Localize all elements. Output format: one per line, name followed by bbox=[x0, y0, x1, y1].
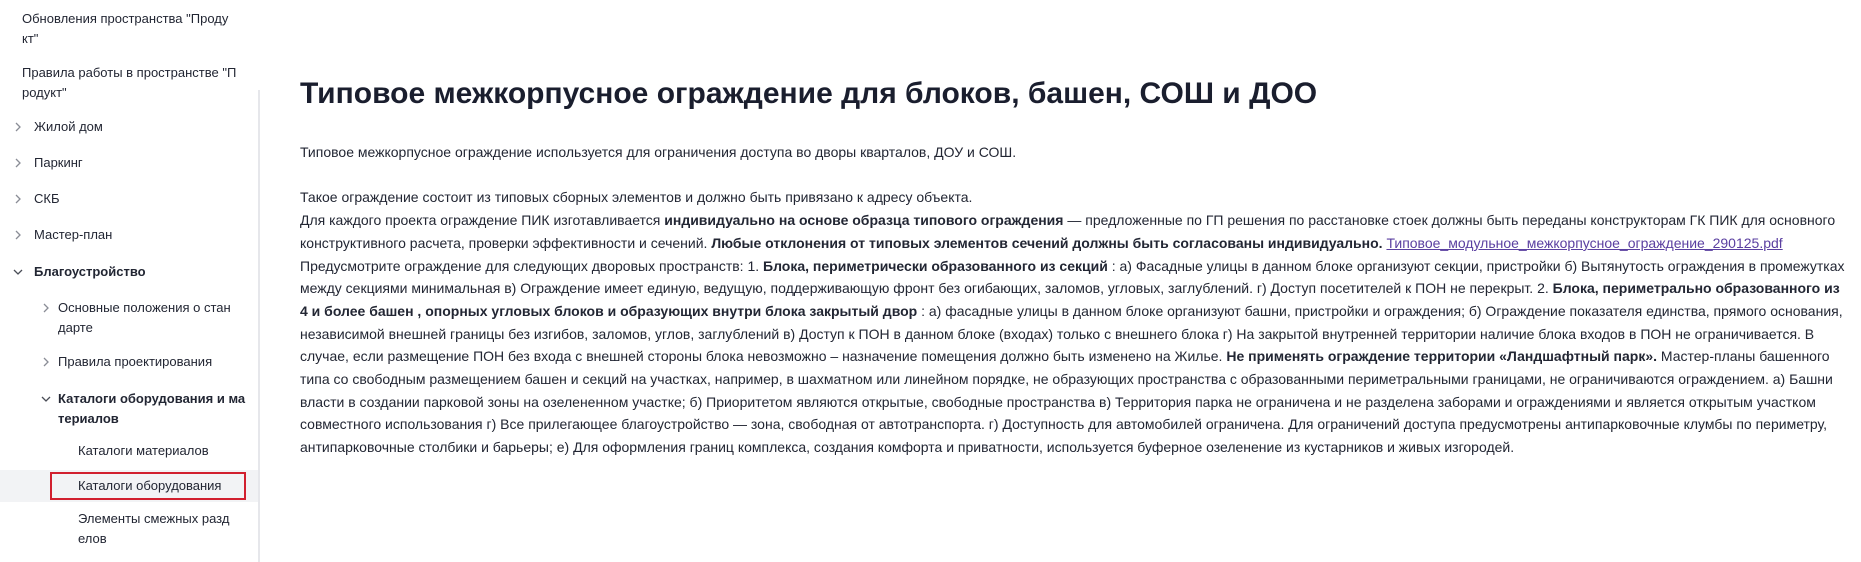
sidebar-item-label bbox=[58, 389, 245, 429]
sidebar-item-landscaping[interactable] bbox=[12, 262, 252, 282]
sidebar-nav bbox=[0, 0, 258, 562]
sidebar-item-adjacent-sections[interactable] bbox=[78, 509, 252, 549]
text-run: : а) фасадные улицы в данном блоке организуют башни, пристройки и ограждения; б) Ограждение показателя единства, прямого основания, независимой внешней границы без изгибов, заломов, углов, заглублений в) Доступ к ПОН в данном блоке (входах) только с внешнего блока г) На закрытой внутренней территории наличие блока входов в ПОН не ограничивается. В случае, если размещение ПОН без входа с внешней стороны блока невозможно – назначение помещения должно быть изменено на Жилье. bbox=[300, 302, 1843, 365]
sidebar-scrollbar[interactable] bbox=[258, 90, 260, 562]
sidebar-item-label: Обновления пространства "Проду bbox=[22, 11, 229, 26]
bold-text: индивидуально на основе образца типового ограждения bbox=[664, 212, 1064, 229]
active-item-outline bbox=[50, 472, 246, 500]
bold-text: Блока, периметрически образованного из секций bbox=[763, 257, 1108, 274]
chevron-right-icon[interactable] bbox=[12, 157, 24, 169]
bold-text: Не применять ограждение территории «Ландшафтный парк». bbox=[1226, 348, 1658, 365]
sidebar-item-label bbox=[58, 298, 231, 338]
sidebar-item-parking[interactable] bbox=[12, 153, 252, 173]
chevron-down-icon[interactable] bbox=[12, 266, 24, 278]
sidebar-item-label: Правила работы в пространстве "П bbox=[22, 65, 237, 80]
text-run: Для каждого проекта ограждение ПИК изготавливается bbox=[300, 212, 665, 229]
sidebar-item-label: Благоустройство bbox=[34, 264, 146, 279]
sidebar-item-label-cont: елов bbox=[78, 531, 107, 546]
text-run: — предложенные по ГП решения по расстановке стоек должны быть переданы конструкторам ГК ПИК для основного конструктивного расчета, проверки эффективности и сечений. bbox=[300, 212, 1836, 251]
sidebar-item-skb[interactable] bbox=[12, 189, 252, 209]
pdf-link[interactable]: Типовое_модульное_межкорпусное_ограждение_290125.pdf bbox=[1386, 234, 1783, 251]
manufacturing-paragraph bbox=[300, 209, 1850, 254]
sidebar-item-equipment-materials-catalogs[interactable] bbox=[40, 389, 252, 429]
sidebar-item-label-cont: родукт" bbox=[22, 85, 67, 100]
chevron-right-icon[interactable] bbox=[12, 193, 24, 205]
chevron-right-icon[interactable] bbox=[40, 302, 52, 314]
sidebar-item-label-cont: кт" bbox=[22, 31, 39, 46]
sidebar-item-label: СКБ bbox=[34, 191, 60, 206]
chevron-right-icon[interactable] bbox=[40, 356, 52, 368]
sidebar-item-label-cont: териалов bbox=[58, 411, 119, 426]
sidebar-item-space-updates[interactable] bbox=[22, 9, 228, 49]
sidebar-item-label: Каталоги оборудования bbox=[78, 478, 222, 493]
sidebar-item-label: Паркинг bbox=[34, 155, 83, 170]
sidebar-item-label-line: Каталоги оборудования и ма bbox=[58, 391, 246, 406]
intro-paragraph: Типовое межкорпусное ограждение используется для ограничения доступа во дворы кварталов, ДОУ и СОШ. bbox=[300, 144, 1017, 160]
sidebar-item-label: Мастер-план bbox=[34, 227, 113, 242]
sidebar-item-label: Жилой дом bbox=[34, 119, 103, 134]
sidebar-item-label-line: Основные положения о стан bbox=[58, 300, 231, 315]
article-body bbox=[300, 141, 1850, 459]
requirements-paragraph bbox=[300, 255, 1850, 459]
sidebar-item-standard-basics[interactable] bbox=[40, 298, 252, 338]
sidebar-item-label-line: Элементы смежных разд bbox=[78, 511, 230, 526]
sidebar-item-label: Каталоги материалов bbox=[78, 443, 209, 458]
text-run: Мастер-планы башенного типа со свободным размещением башен и секций на участках, например, в шахматном или линейном порядке, не образующих пространства с образованными периметральными границами, не ограничиваются ограждением. а) Башни власти в создании парковой зоны на озелененном участке; б) Приоритетом являются открытые, свободные пространства в) Территория парка не ограничена и не разделена заборами и ограждениями и является открытым участком совместного использования г) Все прилегающее благоустройство — зона, свободная от автотранспорта. г) Доступность для автомобилей ограничена. Для ограничений доступа предусмотрены антипарковочные клумбы по периметру, антипарковочные столбики и барьеры; е) Для оформления границ комплекса, создания комфорта и приватности, используется буферное озеленение из кустарников и живых изгородей. bbox=[300, 348, 1833, 456]
sidebar-item-master-plan[interactable] bbox=[12, 225, 252, 245]
chevron-down-icon[interactable] bbox=[40, 393, 52, 405]
sidebar-item-label: Правила проектирования bbox=[58, 354, 213, 369]
sidebar-item-label-cont: дарте bbox=[58, 320, 93, 335]
bold-text: Блока, периметрально образованного из 4 и более башен , опорных угловых блоков и образующих внутри блока закрытый двор bbox=[300, 280, 1840, 319]
sidebar-item-space-rules[interactable] bbox=[22, 63, 236, 103]
composition-paragraph: Такое ограждение состоит из типовых сборных элементов и должно быть привязано к адресу объекта. bbox=[300, 189, 973, 206]
sidebar-item-materials-catalogs[interactable] bbox=[78, 441, 252, 461]
paragraph-spacer bbox=[300, 164, 1850, 187]
page-title: Типовое межкорпусное ограждение для блоков, башен, СОШ и ДОО bbox=[300, 77, 1318, 110]
chevron-right-icon[interactable] bbox=[12, 121, 24, 133]
sidebar-item-residential[interactable] bbox=[12, 117, 252, 137]
chevron-right-icon[interactable] bbox=[12, 229, 24, 241]
bold-text: Любые отклонения от типовых элементов сечений должны быть согласованы индивидуально. bbox=[711, 234, 1383, 251]
sidebar-item-design-rules[interactable] bbox=[40, 352, 252, 372]
text-run: Предусмотрите ограждение для следующих дворовых пространств: 1. bbox=[300, 257, 764, 274]
text-run: : а) Фасадные улицы в данном блоке организуют секции, пристройки б) Вытянутость ограждения в промежутках между секциями минимальная в) Ограждение имеет единую, ведущую, поддерживающую фронт без огибающих, заломов, угловых, заглублений. г) Доступ посетителей к ПОН не перекрыт. 2. bbox=[300, 257, 1845, 297]
